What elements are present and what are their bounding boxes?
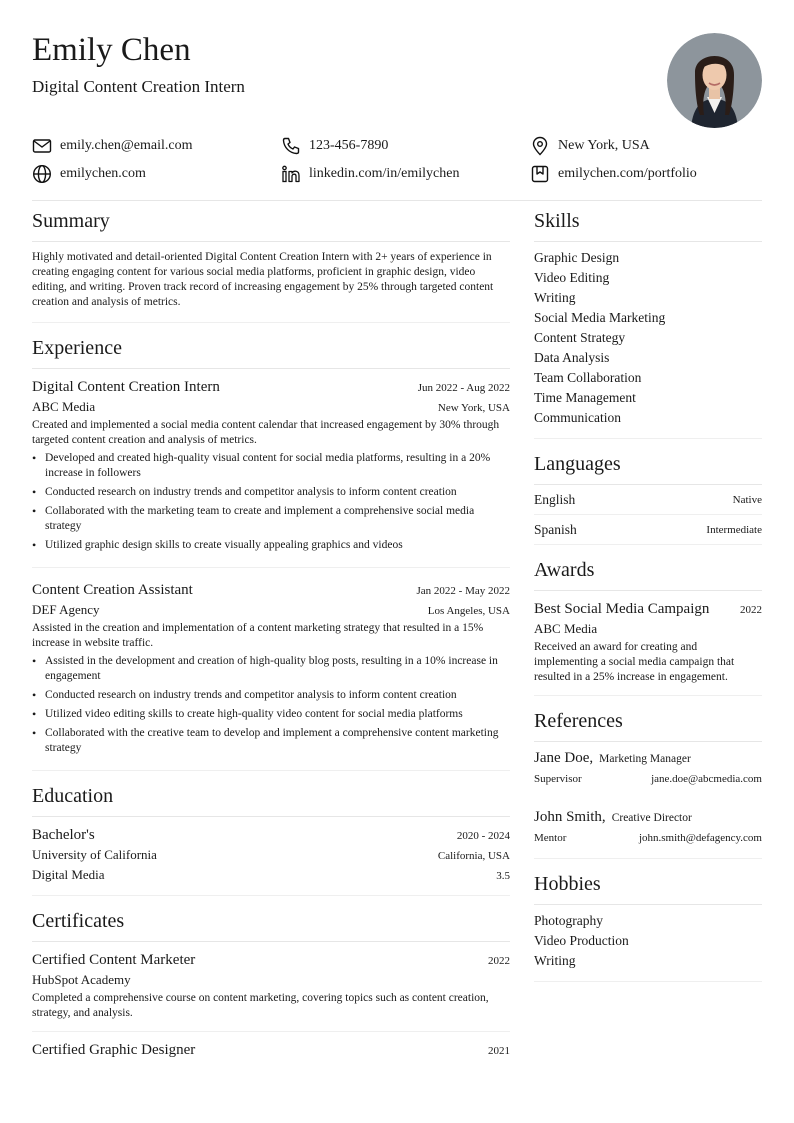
job-description: Assisted in the creation and implementation of a content marketing strategy that resulted in a 15% increase in website traffic.	[32, 622, 484, 649]
globe-icon	[32, 164, 52, 184]
language-row	[534, 515, 762, 545]
experience-entry	[32, 568, 510, 771]
portfolio-text: emilychen.com/portfolio	[558, 166, 697, 181]
award-year: 2022	[740, 604, 762, 616]
bullet-item: • Collaborated with the marketing team to create and implement a comprehensive social media strategy	[32, 504, 510, 534]
company-name: DEF Agency	[32, 602, 100, 617]
summary-section	[32, 200, 510, 323]
contact-phone[interactable]	[281, 134, 388, 158]
reference-entry	[534, 742, 762, 795]
reference-email[interactable]: john.smith@defagency.com	[638, 832, 762, 844]
skill-item: Content Strategy	[534, 330, 626, 345]
experience-entry	[32, 369, 510, 568]
certificate-entry	[32, 942, 510, 1032]
summary-text: Highly motivated and detail-oriented Digital Content Creation Intern with 2+ years of experience in creating engaging content for various social media platforms, proficient in graphic design, video editing, and writing. Proven track record of increasing engagement by 25% through targeted content creation and analysis of metrics.	[32, 251, 494, 308]
education-entry	[32, 817, 510, 896]
contact-location	[530, 134, 650, 158]
location-pin-icon	[530, 136, 550, 156]
phone-icon	[281, 136, 301, 156]
summary-heading: Summary	[32, 200, 510, 242]
contact-portfolio[interactable]	[530, 162, 697, 186]
bullet-item: • Assisted in the development and creation of high-quality blog posts, resulting in a 10% increase in engagement	[32, 654, 510, 684]
award-entry	[534, 591, 762, 696]
languages-section	[534, 443, 762, 545]
field-of-study: Digital Media	[32, 867, 105, 882]
certificates-section	[32, 900, 510, 1070]
job-location: Los Angeles, USA	[427, 605, 510, 617]
reference-email[interactable]: jane.doe@abcmedia.com	[651, 773, 762, 785]
candidate-name: Emily Chen	[32, 32, 191, 68]
resume-page	[32, 0, 762, 1123]
job-title: Digital Content Creation Intern	[32, 379, 220, 395]
job-title: Content Creation Assistant	[32, 582, 193, 598]
main-column	[32, 200, 510, 1070]
sidebar-column	[534, 200, 762, 982]
references-heading: References	[534, 700, 762, 742]
certificate-issuer: HubSpot Academy	[32, 972, 131, 987]
reference-title: Creative Director	[611, 812, 692, 824]
skills-list	[534, 242, 762, 438]
portfolio-icon	[530, 164, 550, 184]
skill-item: Video Editing	[534, 270, 610, 285]
certificate-title: Certified Content Marketer	[32, 952, 196, 968]
contact-linkedin[interactable]	[281, 162, 459, 186]
school-name: University of California	[32, 847, 157, 862]
reference-name: John Smith,	[534, 809, 606, 825]
job-location: New York, USA	[437, 402, 510, 414]
contact-website[interactable]	[32, 162, 146, 186]
reference-name: Jane Doe,	[534, 750, 594, 766]
phone-text: 123-456-7890	[309, 138, 389, 153]
skill-item: Data Analysis	[534, 350, 610, 365]
bullet-item: • Developed and created high-quality visual content for social media platforms, resulting in a 20% increase in followers	[32, 451, 510, 481]
degree: Bachelor's	[32, 827, 95, 843]
mail-icon	[32, 136, 52, 156]
skill-item: Time Management	[534, 390, 636, 405]
language-level: Native	[732, 493, 762, 506]
certificate-year: 2022	[488, 955, 510, 967]
experience-heading: Experience	[32, 327, 510, 369]
location-text: New York, USA	[558, 138, 650, 153]
skill-item: Graphic Design	[534, 250, 620, 265]
contact-email[interactable]	[32, 134, 193, 158]
website-text: emilychen.com	[60, 166, 146, 181]
education-section	[32, 775, 510, 896]
language-name: English	[534, 492, 576, 507]
award-description: Received an award for creating and implementing a social media campaign that resulted in a 25% increase in engagement.	[534, 641, 735, 683]
skill-item: Communication	[534, 410, 621, 425]
languages-heading: Languages	[534, 443, 762, 485]
job-dates: Jan 2022 - May 2022	[416, 585, 510, 597]
language-name: Spanish	[534, 522, 577, 537]
hobby-item: Writing	[534, 953, 576, 968]
bullet-item: • Utilized video editing skills to create high-quality video content for social media platforms	[32, 707, 510, 722]
candidate-headline: Digital Content Creation Intern	[32, 77, 245, 96]
job-bullets	[32, 654, 510, 756]
certificate-entry	[32, 1032, 510, 1070]
reference-title: Marketing Manager	[599, 753, 691, 765]
hobbies-heading: Hobbies	[534, 863, 762, 905]
language-row	[534, 485, 762, 515]
resume-header	[32, 0, 762, 201]
job-dates: Jun 2022 - Aug 2022	[417, 382, 510, 394]
skills-heading: Skills	[534, 200, 762, 242]
skill-item: Social Media Marketing	[534, 310, 666, 325]
references-section	[534, 700, 762, 859]
certificate-year: 2021	[488, 1045, 510, 1057]
school-location: California, USA	[437, 850, 510, 862]
reference-relation: Mentor	[534, 832, 567, 844]
job-description: Created and implemented a social media content calendar that increased engagement by 30% through targeted content creation and analysis of metrics.	[32, 419, 500, 446]
education-dates: 2020 - 2024	[456, 830, 510, 842]
profile-photo	[667, 33, 762, 128]
reference-relation: Supervisor	[534, 773, 582, 785]
gpa: 3.5	[496, 870, 510, 882]
award-issuer: ABC Media	[534, 621, 598, 636]
hobby-item: Video Production	[534, 933, 629, 948]
hobby-item: Photography	[534, 913, 603, 928]
skill-item: Writing	[534, 290, 576, 305]
awards-heading: Awards	[534, 549, 762, 591]
bullet-item: • Utilized graphic design skills to create visually appealing graphics and videos	[32, 538, 510, 553]
job-bullets	[32, 451, 510, 553]
experience-section	[32, 327, 510, 771]
hobbies-list	[534, 905, 762, 981]
certificate-description: Completed a comprehensive course on content marketing, covering topics such as content creation, strategy, and analysis.	[32, 992, 489, 1019]
skill-item: Team Collaboration	[534, 370, 642, 385]
skills-section	[534, 200, 762, 439]
company-name: ABC Media	[32, 399, 96, 414]
language-level: Intermediate	[706, 523, 762, 536]
certificate-title: Certified Graphic Designer	[32, 1042, 196, 1058]
hobbies-section	[534, 863, 762, 982]
linkedin-icon	[281, 164, 301, 184]
bullet-item: • Collaborated with the creative team to develop and implement a comprehensive content marketing strategy	[32, 726, 510, 756]
bullet-item: • Conducted research on industry trends and competitor analysis to inform content creation	[32, 688, 510, 703]
email-text: emily.chen@email.com	[60, 138, 193, 153]
reference-entry	[534, 795, 762, 858]
bullet-item: • Conducted research on industry trends and competitor analysis to inform content creation	[32, 485, 510, 500]
certificates-heading: Certificates	[32, 900, 510, 942]
education-heading: Education	[32, 775, 510, 817]
award-title: Best Social Media Campaign	[534, 601, 710, 617]
awards-section	[534, 549, 762, 696]
linkedin-text: linkedin.com/in/emilychen	[309, 166, 460, 181]
